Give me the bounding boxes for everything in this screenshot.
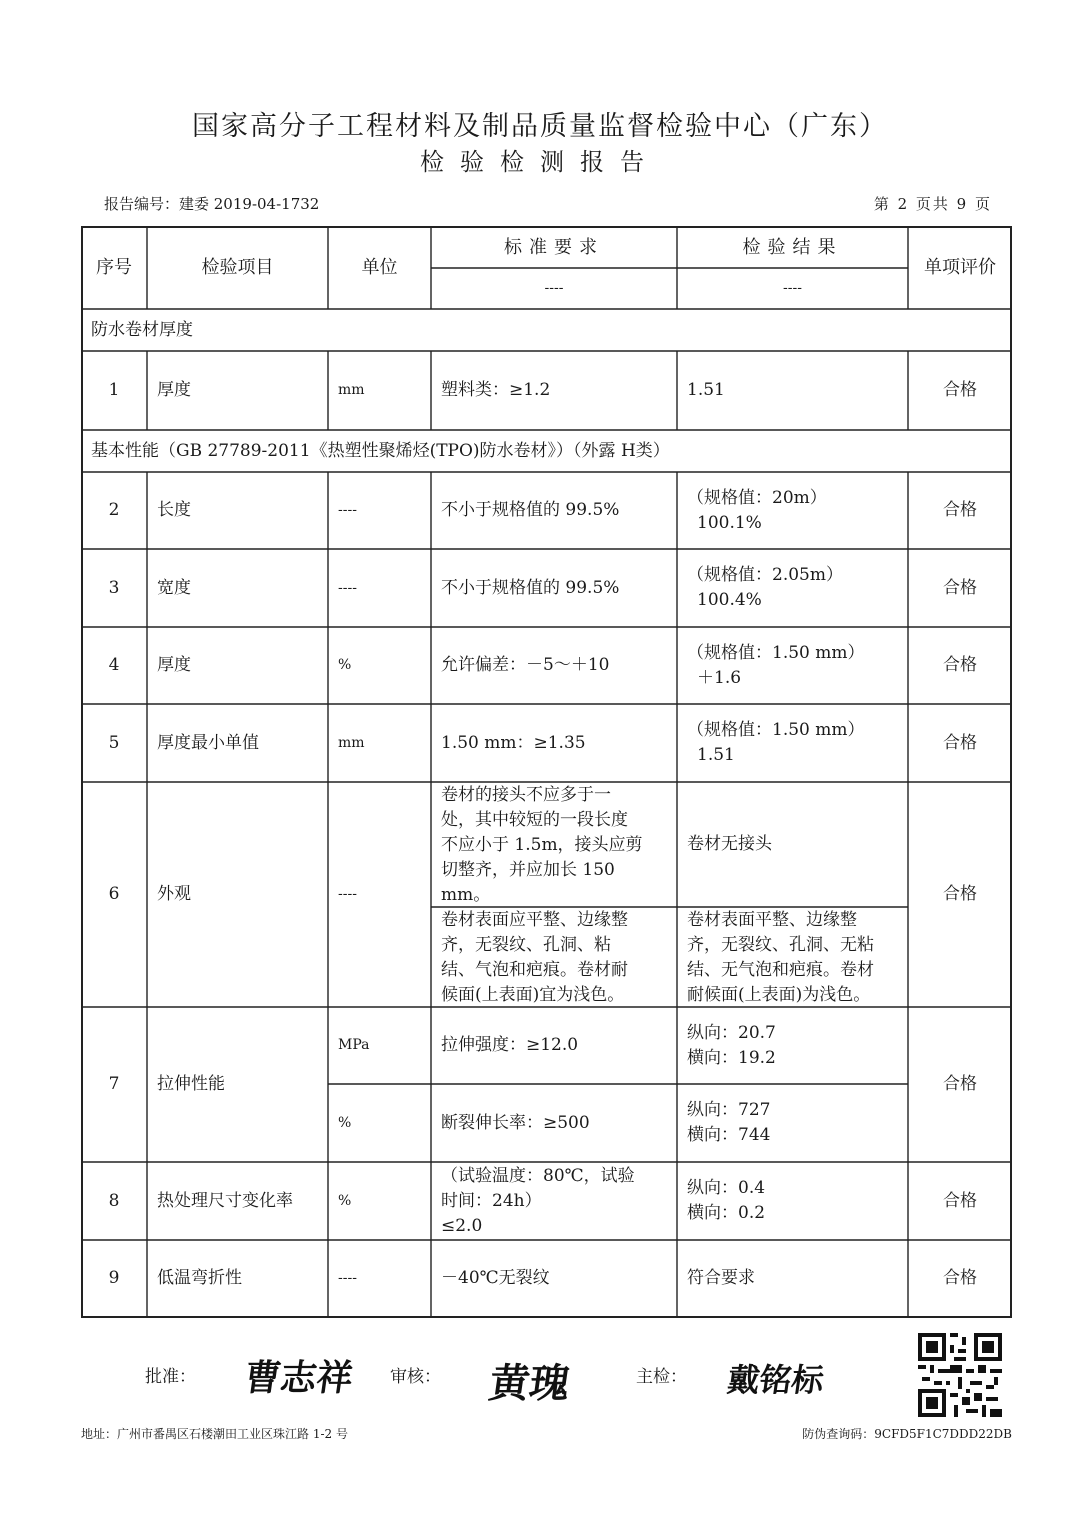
approve-label: 批准： <box>145 1367 196 1387</box>
row-1-result: 1.51 <box>687 380 725 400</box>
row-8-result-longitudinal: 纵向：0.4 <box>687 1178 766 1198</box>
row-6-std-b-line: 卷材表面应平整、边缘整 <box>441 910 628 930</box>
row-6-unit: ---- <box>338 886 357 902</box>
row-1-item: 厚度 <box>157 380 191 400</box>
inspection-table <box>81 226 1012 1318</box>
row-3-result-value: 100.4% <box>697 590 762 610</box>
col-evaluation-header: 单项评价 <box>924 257 996 278</box>
row-1-seq: 1 <box>108 380 120 400</box>
row-1-unit: mm <box>338 382 365 398</box>
row-4-eval: 合格 <box>943 655 977 675</box>
report-title: 检验检测报告 <box>420 148 660 176</box>
row-3-result-spec: （规格值：2.05m） <box>687 565 843 585</box>
row-6-standard-surface <box>431 907 677 1007</box>
row-7-unit-strength: MPa <box>338 1037 370 1053</box>
row-5-result-spec: （规格值：1.50 mm） <box>687 720 865 740</box>
row-2-result-value: 100.1% <box>697 512 762 533</box>
row-9-seq: 9 <box>108 1268 120 1288</box>
footer-verify-code: 防伪查询码：9CFD5F1C7DDD22DB <box>802 1427 1012 1441</box>
row-2-item: 长度 <box>157 500 191 520</box>
row-9-eval: 合格 <box>943 1268 977 1288</box>
row-9-unit: ---- <box>338 1270 357 1286</box>
row-6-std-a-line: 处，其中较短的一段长度 <box>441 810 628 830</box>
col-item-header: 检验项目 <box>201 257 274 278</box>
row-5-seq: 5 <box>108 732 120 753</box>
row-4-result-spec: （规格值：1.50 mm） <box>687 642 865 663</box>
footer-address: 地址：广州市番禺区石楼潮田工业区珠江路 1-2 号 <box>81 1427 348 1441</box>
row-8-std-line: 时间：24h） <box>441 1190 542 1211</box>
report-number: 报告编号：建委 2019-04-1732 <box>104 195 320 213</box>
org-title: 国家高分子工程材料及制品质量监督检验中心（广东） <box>192 111 888 142</box>
row-4-standard: 允许偏差：－5～＋10 <box>441 655 610 675</box>
col-result-subheader: ---- <box>783 280 802 296</box>
row-3-unit: ---- <box>338 579 357 596</box>
row-7-standard-strength: 拉伸强度：≥12.0 <box>441 1035 579 1055</box>
row-5-result <box>677 704 908 782</box>
row-7-eval: 合格 <box>943 1074 977 1094</box>
row-5-unit: mm <box>338 734 365 751</box>
row-6-std-b-line: 候面(上表面)宜为浅色。 <box>441 985 625 1005</box>
row-6-item: 外观 <box>157 884 191 904</box>
row-8-unit: % <box>338 1192 352 1209</box>
row-4-seq: 4 <box>108 655 120 675</box>
row-5-standard: 1.50 mm：≥1.35 <box>441 732 586 753</box>
col-seq-header: 序号 <box>96 257 132 278</box>
row-3-standard: 不小于规格值的 99.5% <box>441 577 620 598</box>
row-1-standard: 塑料类：≥1.2 <box>441 380 551 400</box>
col-unit-header: 单位 <box>361 257 398 278</box>
col-result-header: 检验结果 <box>742 236 843 258</box>
row-3-item: 宽度 <box>157 577 191 598</box>
row-4-result <box>677 627 908 704</box>
row-6-result-joint: 卷材无接头 <box>687 834 772 854</box>
row-7-result-longitudinal: 纵向：20.7 <box>687 1022 776 1043</box>
row-6-res-b-line: 结、无气泡和疤痕。卷材 <box>687 960 874 980</box>
row-9-standard: －40℃无裂纹 <box>441 1268 550 1288</box>
qr-code-icon <box>918 1333 1002 1417</box>
row-7-result-transverse: 横向：744 <box>687 1125 771 1145</box>
row-4-result-value: ＋1.6 <box>697 667 742 688</box>
row-8-result <box>677 1162 908 1240</box>
row-6-seq: 6 <box>108 884 120 904</box>
row-2-standard: 不小于规格值的 99.5% <box>441 500 620 520</box>
row-6-result-surface <box>677 907 908 1007</box>
approve-signature: 曹志祥 <box>241 1357 356 1399</box>
review-label: 审核： <box>390 1367 441 1387</box>
section-title-thickness: 防水卷材厚度 <box>91 319 193 340</box>
row-7-seq: 7 <box>108 1074 120 1094</box>
row-2-result <box>677 472 908 549</box>
row-3-eval: 合格 <box>943 577 977 598</box>
page-info: 第 2 页共 9 页 <box>873 195 992 213</box>
row-6-std-a-line: 不应小于 1.5m，接头应剪 <box>441 835 643 855</box>
row-8-std-line: ≤2.0 <box>441 1215 483 1236</box>
row-6-eval: 合格 <box>943 884 977 904</box>
row-7-result-elongation <box>677 1084 908 1162</box>
row-8-std-line: （试验温度：80℃，试验 <box>441 1165 635 1186</box>
row-8-standard <box>431 1162 677 1240</box>
row-6-res-b-line: 齐，无裂纹、孔洞、无粘 <box>687 935 874 955</box>
inspect-label: 主检： <box>636 1367 687 1387</box>
row-4-item: 厚度 <box>157 655 191 675</box>
row-8-result-transverse: 横向：0.2 <box>687 1203 766 1223</box>
row-7-result-strength <box>677 1007 908 1084</box>
row-2-unit: ---- <box>338 502 357 518</box>
row-7-result-transverse: 横向：19.2 <box>687 1047 776 1068</box>
row-6-res-b-line: 卷材表面平整、边缘整 <box>687 910 857 930</box>
col-standard-subheader: ---- <box>544 280 564 296</box>
row-4-unit: % <box>338 657 352 673</box>
section-title-basic-properties: 基本性能（GB 27789-2011《热塑性聚烯烃(TPO)防水卷材》）（外露 H类） <box>91 440 670 461</box>
row-2-result-spec: （规格值：20m） <box>687 487 827 508</box>
row-9-item: 低温弯折性 <box>157 1268 242 1288</box>
row-7-unit-elongation: % <box>338 1114 352 1131</box>
row-2-seq: 2 <box>108 500 120 520</box>
row-6-std-a-line: mm。 <box>441 885 491 905</box>
row-7-item: 拉伸性能 <box>157 1074 225 1094</box>
row-6-std-a-line: 卷材的接头不应多于一 <box>441 785 611 805</box>
row-5-eval: 合格 <box>943 732 977 753</box>
row-8-eval: 合格 <box>943 1190 977 1211</box>
row-7-result-longitudinal: 纵向：727 <box>687 1100 771 1120</box>
row-6-std-b-line: 齐，无裂纹、孔洞、粘 <box>441 935 611 955</box>
review-signature: 黄瑰 <box>486 1360 573 1407</box>
row-3-seq: 3 <box>108 577 120 598</box>
row-5-item: 厚度最小单值 <box>157 732 259 753</box>
row-9-result: 符合要求 <box>687 1268 755 1288</box>
row-6-standard-joint <box>431 782 677 907</box>
row-5-result-value: 1.51 <box>697 745 735 765</box>
inspect-signature: 戴铭标 <box>725 1361 827 1399</box>
row-1-eval: 合格 <box>943 380 977 400</box>
row-6-res-b-line: 耐候面(上表面)为浅色。 <box>687 985 871 1005</box>
row-3-result <box>677 549 908 627</box>
row-6-std-a-line: 切整齐，并应加长 150 <box>441 860 615 880</box>
row-7-standard-elongation: 断裂伸长率：≥500 <box>441 1112 590 1133</box>
row-8-item: 热处理尺寸变化率 <box>157 1190 293 1211</box>
row-8-seq: 8 <box>108 1190 120 1211</box>
row-2-eval: 合格 <box>943 500 977 520</box>
col-standard-header: 标准要求 <box>504 236 604 258</box>
row-6-std-b-line: 结、气泡和疤痕。卷材耐 <box>441 960 628 980</box>
